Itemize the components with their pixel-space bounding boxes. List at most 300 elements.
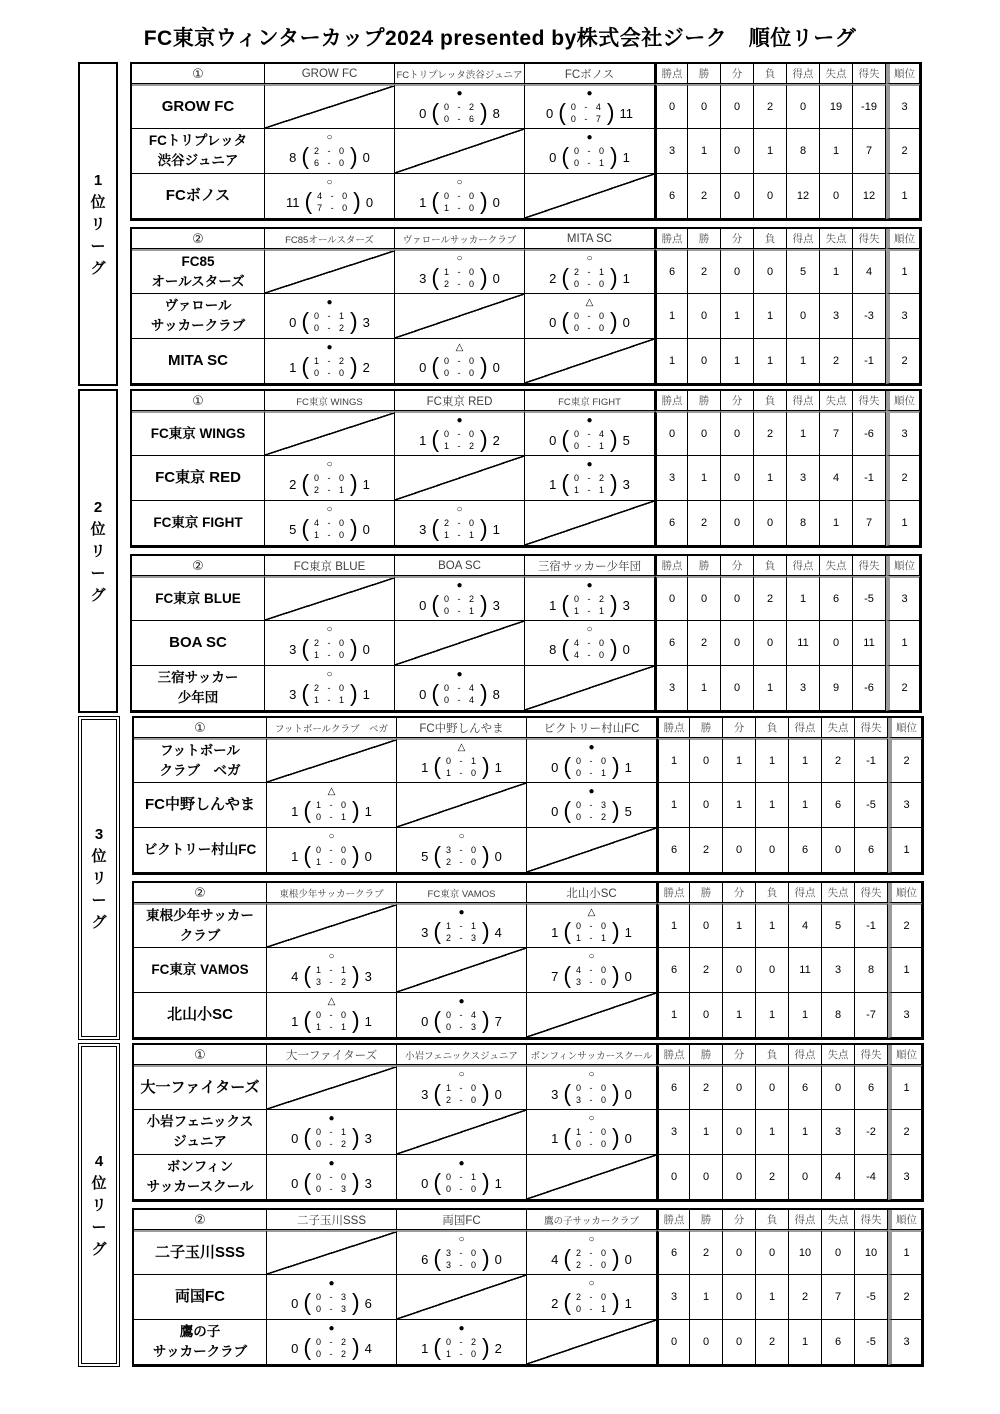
second-half-score: 0 - 3: [315, 1304, 347, 1314]
group-table: [130, 227, 922, 386]
leagues-container: [78, 62, 924, 1367]
first-half-score: 0 - 4: [570, 101, 602, 112]
first-half-score: 4 - 0: [313, 517, 345, 528]
opponent-total: 11: [619, 105, 634, 121]
paren-open-glyph: (: [303, 796, 311, 823]
stats-cell: 2: [690, 1230, 723, 1275]
second-half-score: 1 - 0: [315, 857, 347, 867]
stat-header-cell: 失点: [822, 1210, 855, 1230]
stats-cell: 0: [756, 828, 789, 873]
second-half-score: 0 - 2: [575, 812, 607, 822]
paren-open-glyph: (: [561, 590, 569, 617]
opponent-total: 1: [622, 270, 630, 286]
opponent-total: 6: [364, 1295, 372, 1311]
opponent-total: 3: [364, 1175, 372, 1191]
row-team-total: 2: [549, 270, 557, 286]
stats-cell: 3: [787, 666, 820, 711]
match-result-cell: [527, 1275, 657, 1320]
stats-cell: 7: [822, 1275, 855, 1320]
half-scores: [316, 1336, 347, 1360]
stats-cell: 8: [787, 501, 820, 546]
diagonal-cell: [267, 738, 397, 783]
stats-cell: 0: [721, 129, 754, 174]
match-result-cell: [267, 1155, 397, 1200]
stats-cell: 4: [789, 903, 822, 948]
stat-header-cell: 負: [756, 1210, 789, 1230]
stats-cell: 8: [822, 993, 855, 1038]
result-symbol: ●: [588, 785, 595, 797]
opponent-total: 1: [624, 1295, 632, 1311]
league-label-char: ー: [91, 1218, 107, 1236]
match-result-cell: [397, 993, 527, 1038]
stats-cell: 0: [723, 828, 756, 873]
paren-close-glyph: ): [610, 142, 618, 169]
paren-open-glyph: (: [301, 634, 309, 661]
opponent-total: 0: [494, 1086, 502, 1102]
opponent-total: 0: [492, 194, 500, 210]
league-section: [78, 389, 924, 713]
stats-cell: 2: [822, 738, 855, 783]
paren-open-glyph: (: [301, 469, 309, 496]
stats-cell: 1: [789, 1110, 822, 1155]
paren-close-glyph: ): [480, 98, 488, 125]
stats-cell: 0: [690, 738, 723, 783]
first-half-score: 0 - 0: [575, 920, 607, 931]
match-result-cell: [397, 1320, 527, 1365]
opponent-total: 5: [624, 803, 632, 819]
stat-header-cell: 得失: [853, 391, 886, 411]
opponent-total: 0: [494, 1251, 502, 1267]
result-symbol: ○: [588, 1068, 595, 1080]
result-symbol: ●: [328, 1112, 335, 1124]
match-result-cell: [525, 456, 655, 501]
half-scores: [446, 1336, 477, 1360]
stat-header-cell: 負: [754, 229, 787, 249]
paren-open-glyph: (: [558, 98, 566, 125]
paren-open-glyph: (: [301, 514, 309, 541]
stats-cell: 0: [723, 948, 756, 993]
paren-close-glyph: ): [350, 307, 358, 334]
second-half-score: 0 - 2: [315, 1349, 347, 1359]
paren-close-glyph: ): [612, 1244, 620, 1271]
result-symbol: ○: [326, 503, 333, 515]
diagonal-cell: [397, 1110, 527, 1155]
stat-header-cell: 分: [723, 1210, 756, 1230]
diagonal-cell: [525, 666, 655, 711]
second-half-score: 0 - 1: [575, 768, 607, 778]
stats-cell: 1: [888, 948, 922, 993]
paren-close-glyph: ): [352, 1168, 360, 1195]
stats-cell: 4: [822, 1155, 855, 1200]
stats-cell: 5: [822, 903, 855, 948]
stat-header-cell: 分: [721, 556, 754, 576]
diagonal-cell: [527, 828, 657, 873]
paren-open-glyph: (: [303, 961, 311, 988]
second-half-score: 1 - 1: [313, 695, 345, 705]
paren-open-glyph: (: [301, 142, 309, 169]
row-team-total: 1: [419, 194, 427, 210]
stats-cell: 6: [855, 1065, 888, 1110]
match-score: [549, 590, 630, 617]
league-label-char: リ: [91, 869, 107, 887]
paren-open-glyph: (: [303, 841, 311, 868]
opponent-total: 1: [622, 149, 630, 165]
stat-header-cell: 順位: [888, 1210, 922, 1230]
result-symbol: ○: [328, 950, 335, 962]
half-scores: [446, 1082, 477, 1106]
league-label-char: ー: [91, 891, 107, 909]
stats-cell: 3: [886, 411, 920, 456]
diagonal-cell: [525, 339, 655, 384]
row-team-total: 0: [419, 359, 427, 375]
stat-header-cell: 勝: [688, 64, 721, 84]
opponent-total: 0: [362, 521, 370, 537]
paren-open-glyph: (: [301, 307, 309, 334]
stat-header-cell: 失点: [822, 1045, 855, 1065]
row-team-total: 8: [289, 149, 297, 165]
stats-cell: -3: [853, 294, 886, 339]
stats-cell: 0: [723, 1155, 756, 1200]
match-score: [551, 1244, 632, 1271]
stats-cell: 6: [855, 828, 888, 873]
stats-cell: -5: [855, 783, 888, 828]
second-half-score: 0 - 2: [313, 323, 345, 333]
half-scores: [446, 844, 477, 868]
match-score: [549, 307, 630, 334]
stats-cell: 1: [756, 1275, 789, 1320]
second-half-score: 0 - 2: [315, 1139, 347, 1149]
paren-open-glyph: (: [303, 1168, 311, 1195]
paren-open-glyph: (: [561, 469, 569, 496]
stats-cell: -5: [855, 1275, 888, 1320]
stats-cell: 0: [789, 1155, 822, 1200]
match-result-cell: [527, 1065, 657, 1110]
stats-cell: 0: [657, 1155, 690, 1200]
group-number-cell: ②: [132, 229, 265, 249]
paren-close-glyph: ): [350, 469, 358, 496]
stats-cell: 1: [820, 249, 853, 294]
match-result-cell: [265, 666, 395, 711]
stats-cell: 7: [853, 129, 886, 174]
paren-close-glyph: ): [352, 1123, 360, 1150]
stats-cell: 0: [723, 1065, 756, 1110]
second-half-score: 0 - 7: [570, 114, 602, 124]
stats-cell: 1: [789, 783, 822, 828]
result-symbol: ○: [456, 176, 463, 188]
match-result-cell: [397, 738, 527, 783]
result-symbol: ●: [328, 1157, 335, 1169]
group-table: [132, 881, 924, 1040]
team-name-line: ビクトリー村山FC: [143, 842, 257, 858]
opponent-total: 1: [362, 686, 370, 702]
result-symbol: ○: [588, 1112, 595, 1124]
league-label-char: グ: [90, 259, 106, 277]
opponent-header-cell: 東根少年サッカークラブ: [267, 883, 397, 903]
second-half-score: 0 - 3: [445, 1022, 477, 1032]
match-score: [551, 1123, 632, 1150]
result-symbol: ●: [458, 995, 465, 1007]
row-team-total: 1: [291, 803, 299, 819]
match-score: [421, 1333, 502, 1360]
opponent-total: 0: [624, 1251, 632, 1267]
stats-cell: 2: [754, 411, 787, 456]
team-name-line: FC東京 RED: [155, 469, 241, 487]
stats-cell: 1: [756, 993, 789, 1038]
stats-cell: 3: [822, 1110, 855, 1155]
match-result-cell: [525, 84, 655, 129]
half-scores: [316, 1126, 347, 1150]
stats-cell: 2: [886, 339, 920, 384]
stat-header-cell: 失点: [822, 718, 855, 738]
match-result-cell: [527, 1230, 657, 1275]
match-result-cell: [395, 174, 525, 219]
opponent-total: 8: [492, 686, 500, 702]
stats-cell: 3: [787, 456, 820, 501]
stats-cell: 1: [888, 1065, 922, 1110]
group-number-cell: ①: [134, 1045, 267, 1065]
stats-cell: 0: [721, 501, 754, 546]
opponent-total: 1: [624, 759, 632, 775]
opponent-header-cell: FC東京 WINGS: [265, 391, 395, 411]
stat-header-cell: 勝: [690, 1045, 723, 1065]
stats-cell: 6: [657, 1065, 690, 1110]
paren-close-glyph: ): [612, 752, 620, 779]
half-scores: [444, 101, 475, 125]
match-score: [421, 1006, 502, 1033]
stats-cell: 2: [820, 339, 853, 384]
team-name-line: クラブ ベガ: [159, 763, 241, 778]
stats-cell: 1: [886, 501, 920, 546]
stat-header-cell: 分: [723, 718, 756, 738]
second-half-score: 1 - 1: [575, 933, 607, 943]
opponent-total: 0: [365, 194, 374, 210]
first-half-score: 0 - 2: [573, 472, 605, 483]
opponent-total: 0: [494, 848, 502, 864]
result-symbol: ○: [588, 1233, 595, 1245]
stats-cell: -19: [853, 84, 886, 129]
stats-cell: 2: [690, 828, 723, 873]
diagonal-cell: [525, 501, 655, 546]
team-name-line: FC東京 WINGS: [150, 426, 246, 442]
stats-cell: 2: [756, 1155, 789, 1200]
opponent-total: 5: [622, 432, 630, 448]
match-score: [289, 514, 370, 541]
stats-cell: 1: [721, 339, 754, 384]
result-symbol: ●: [326, 296, 333, 308]
second-half-score: 0 - 0: [575, 1139, 607, 1149]
league-label-char: ー: [90, 237, 106, 255]
stats-cell: 11: [787, 621, 820, 666]
result-symbol: △: [327, 785, 336, 797]
stats-cell: -1: [855, 903, 888, 948]
stat-header-cell: 得点: [789, 1045, 822, 1065]
half-scores: [316, 1009, 347, 1033]
group-number-cell: ①: [132, 391, 265, 411]
half-scores: [314, 145, 345, 169]
stats-cell: 0: [655, 84, 688, 129]
paren-open-glyph: (: [431, 98, 439, 125]
league-label-char: 1: [93, 171, 103, 189]
row-team-total: 0: [551, 803, 559, 819]
team-name-line: FCトリプレッタ: [148, 133, 248, 149]
row-team-total: 0: [551, 759, 559, 775]
row-team-total: 1: [549, 476, 557, 492]
match-score: [291, 961, 372, 988]
stat-header-cell: 失点: [820, 556, 853, 576]
stat-header-cell: 負: [756, 1045, 789, 1065]
league-label-char: リ: [91, 1196, 107, 1214]
stats-cell: 1: [655, 339, 688, 384]
stat-header-cell: 勝: [688, 556, 721, 576]
first-half-score: 1 - 0: [443, 266, 475, 277]
result-symbol: ○: [586, 623, 593, 635]
result-symbol: ○: [456, 252, 463, 264]
second-half-score: 4 - 0: [573, 650, 605, 660]
stat-header-cell: 勝点: [655, 64, 688, 84]
team-name-cell: [134, 1110, 267, 1155]
paren-open-glyph: (: [433, 1244, 441, 1271]
paren-open-glyph: (: [561, 634, 569, 661]
stats-cell: 1: [688, 129, 721, 174]
paren-open-glyph: (: [431, 263, 439, 290]
opponent-header-cell: FC東京 RED: [395, 391, 525, 411]
half-scores: [444, 593, 475, 617]
match-result-cell: [397, 1065, 527, 1110]
half-scores: [316, 964, 347, 988]
half-scores: [574, 472, 605, 496]
stats-cell: 3: [657, 1110, 690, 1155]
stats-cell: -4: [855, 1155, 888, 1200]
stats-cell: 12: [853, 174, 886, 219]
stats-cell: 3: [655, 666, 688, 711]
second-half-score: 3 - 2: [315, 977, 347, 987]
half-scores: [314, 682, 345, 706]
paren-open-glyph: (: [433, 1168, 441, 1195]
group-table: [130, 554, 922, 713]
half-scores: [446, 920, 477, 944]
league-label-char: 位: [91, 847, 107, 865]
match-result-cell: [267, 783, 397, 828]
diagonal-cell: [397, 948, 527, 993]
first-half-score: 0 - 3: [575, 799, 607, 810]
match-result-cell: [267, 948, 397, 993]
diagonal-cell: [267, 1065, 397, 1110]
paren-close-glyph: ): [350, 142, 358, 169]
team-name-line: FCボノス: [165, 187, 231, 205]
stats-cell: 0: [822, 828, 855, 873]
result-symbol: ○: [588, 1277, 595, 1289]
half-scores: [446, 1171, 477, 1195]
stats-cell: 3: [886, 294, 920, 339]
second-half-score: 2 - 0: [445, 857, 477, 867]
result-symbol: ●: [326, 341, 333, 353]
paren-open-glyph: (: [563, 796, 571, 823]
stats-cell: 1: [721, 294, 754, 339]
stat-header-cell: 勝: [688, 391, 721, 411]
row-team-total: 4: [551, 1251, 559, 1267]
team-name-line: 北山小SC: [167, 1006, 233, 1024]
row-team-total: 0: [549, 149, 557, 165]
result-symbol: ●: [328, 1277, 335, 1289]
stats-cell: 2: [888, 903, 922, 948]
paren-close-glyph: ): [482, 1006, 490, 1033]
stats-cell: 10: [789, 1230, 822, 1275]
match-score: [291, 1288, 372, 1315]
opponent-total: 4: [364, 1340, 372, 1356]
league-groups: [130, 389, 922, 713]
stats-cell: 11: [853, 621, 886, 666]
paren-close-glyph: ): [480, 352, 488, 379]
paren-close-glyph: ): [352, 1288, 360, 1315]
stat-header-cell: 負: [756, 718, 789, 738]
stats-cell: 0: [688, 411, 721, 456]
paren-close-glyph: ): [482, 1333, 490, 1360]
row-team-total: 0: [421, 1175, 429, 1191]
first-half-score: 0 - 2: [315, 1336, 347, 1347]
opponent-total: 0: [492, 270, 500, 286]
paren-open-glyph: (: [431, 352, 439, 379]
first-half-score: 1 - 1: [315, 964, 347, 975]
opponent-header-cell: 大一ファイターズ: [267, 1045, 397, 1065]
stats-cell: 1: [655, 294, 688, 339]
league-label-char: 位: [90, 520, 106, 538]
team-name-line: 鷹の子: [179, 1324, 221, 1340]
row-team-total: 2: [551, 1295, 559, 1311]
paren-close-glyph: ): [612, 796, 620, 823]
match-result-cell: [397, 1230, 527, 1275]
row-team-total: 2: [289, 476, 297, 492]
second-half-score: 1 - 1: [315, 1022, 347, 1032]
row-team-total: 0: [291, 1175, 299, 1191]
stat-header-cell: 失点: [820, 229, 853, 249]
team-name-cell: [132, 411, 265, 456]
match-score: [289, 307, 370, 334]
second-half-score: 1 - 0: [445, 768, 477, 778]
paren-close-glyph: ): [612, 961, 620, 988]
stat-header-cell: 分: [723, 1045, 756, 1065]
match-score: [419, 98, 500, 125]
paren-open-glyph: (: [563, 1288, 571, 1315]
first-half-score: 0 - 4: [573, 428, 605, 439]
half-scores: [446, 1009, 477, 1033]
opponent-total: 3: [362, 314, 370, 330]
stats-cell: 11: [789, 948, 822, 993]
diagonal-cell: [265, 249, 395, 294]
opponent-header-cell: FC東京 VAMOS: [397, 883, 527, 903]
stats-cell: 0: [690, 1155, 723, 1200]
second-half-score: 0 - 0: [443, 368, 475, 378]
paren-open-glyph: (: [433, 1006, 441, 1033]
match-score: [289, 679, 370, 706]
match-score: [289, 352, 370, 379]
second-half-score: 0 - 1: [575, 1304, 607, 1314]
second-half-score: 1 - 1: [573, 606, 605, 616]
match-result-cell: [525, 249, 655, 294]
half-scores: [574, 266, 605, 290]
stat-header-cell: 得点: [787, 64, 820, 84]
match-result-cell: [397, 828, 527, 873]
result-symbol: ●: [586, 131, 593, 143]
stats-cell: 2: [888, 738, 922, 783]
match-score: [421, 752, 502, 779]
stat-header-cell: 勝点: [655, 556, 688, 576]
paren-open-glyph: (: [431, 425, 439, 452]
half-scores: [314, 355, 345, 379]
second-half-score: 7 - 0: [317, 203, 349, 213]
second-half-score: 1 - 1: [573, 485, 605, 495]
stats-cell: 0: [721, 666, 754, 711]
first-half-score: 0 - 1: [445, 755, 477, 766]
